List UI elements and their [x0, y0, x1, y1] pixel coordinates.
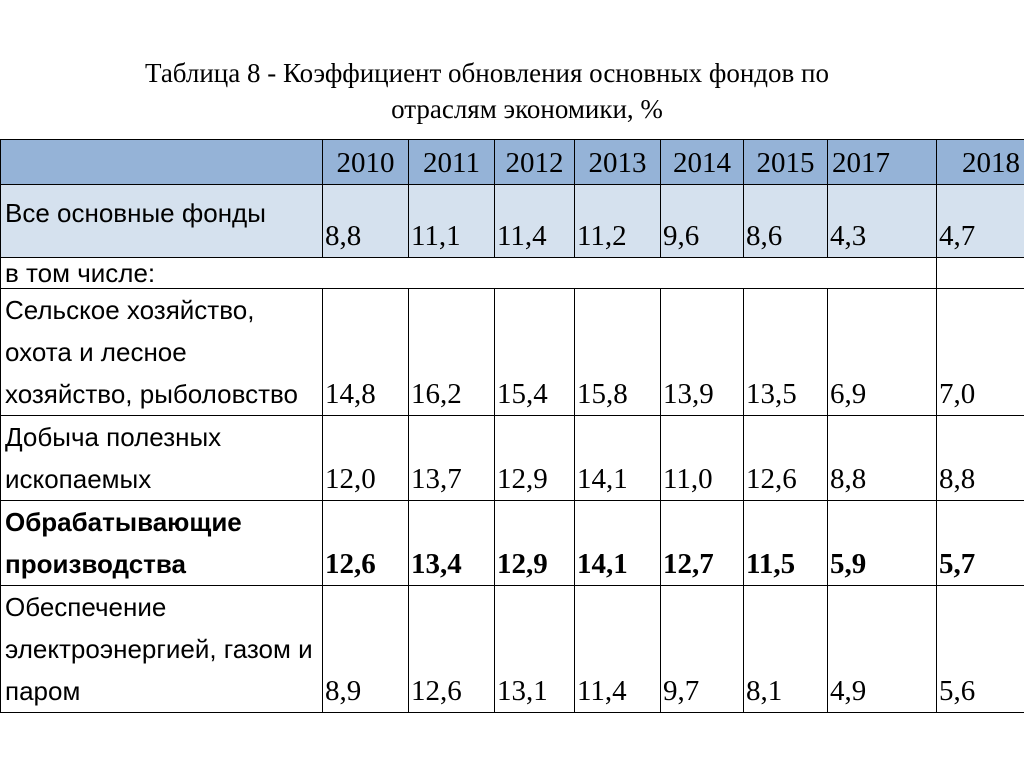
table-cell: 16,2	[409, 289, 495, 416]
table-cell: 8,8	[323, 185, 409, 258]
table-cell: 4,3	[828, 185, 937, 258]
table-row	[1, 416, 1024, 501]
row-label: Обеспечение электроэнергией, газом и паром	[1, 586, 323, 713]
table-cell: 8,1	[744, 586, 828, 713]
table-cell: 11,1	[409, 185, 495, 258]
year-header: 2011	[409, 140, 495, 185]
year-header: 2015	[744, 140, 828, 185]
table-cell: 9,7	[661, 586, 744, 713]
table-cell: 12,6	[323, 501, 409, 586]
table-cell: 6,9	[828, 289, 937, 416]
row-label: в том числе:	[1, 258, 937, 289]
table-cell: 5,7	[937, 501, 1024, 586]
table-cell: 14,1	[575, 501, 661, 586]
table-cell	[937, 258, 1024, 289]
table-row	[1, 586, 1024, 713]
table-cell: 12,9	[495, 501, 575, 586]
table-cell: 11,4	[575, 586, 661, 713]
table-cell: 9,6	[661, 185, 744, 258]
row-label: Все основные фонды	[1, 185, 323, 258]
table-cell: 4,9	[828, 586, 937, 713]
table-cell: 11,4	[495, 185, 575, 258]
table-cell: 12,6	[744, 416, 828, 501]
table-cell: 12,7	[661, 501, 744, 586]
table-cell: 8,6	[744, 185, 828, 258]
year-header: 2010	[323, 140, 409, 185]
header-row	[1, 140, 1024, 185]
title-line-2: отраслям экономики, %	[391, 94, 663, 124]
title-line-1: Таблица 8 - Коэффициент обновления основных фондов по	[145, 58, 829, 88]
table-row	[1, 289, 1024, 416]
table-cell: 12,9	[495, 416, 575, 501]
table-cell: 13,4	[409, 501, 495, 586]
table-row	[1, 501, 1024, 586]
table-cell: 11,0	[661, 416, 744, 501]
table-cell: 13,1	[495, 586, 575, 713]
table-cell: 8,8	[828, 416, 937, 501]
table-cell: 14,1	[575, 416, 661, 501]
table-cell: 14,8	[323, 289, 409, 416]
table-row	[1, 185, 1024, 258]
year-header: 2018	[937, 140, 1024, 185]
year-header: 2013	[575, 140, 661, 185]
year-header: 2012	[495, 140, 575, 185]
table-cell: 11,2	[575, 185, 661, 258]
table-cell: 12,0	[323, 416, 409, 501]
renewal-coefficient-table	[0, 139, 1024, 713]
row-label: Обрабатывающие производства	[1, 501, 323, 586]
table-cell: 13,7	[409, 416, 495, 501]
table-title	[0, 55, 1024, 127]
table-cell: 5,9	[828, 501, 937, 586]
table-cell: 8,9	[323, 586, 409, 713]
table-cell: 4,7	[937, 185, 1024, 258]
table-cell: 5,6	[937, 586, 1024, 713]
table-cell: 15,4	[495, 289, 575, 416]
year-header: 2014	[661, 140, 744, 185]
table-cell: 8,8	[937, 416, 1024, 501]
table-cell: 13,9	[661, 289, 744, 416]
table-row	[1, 258, 1024, 289]
row-label: Сельское хозяйство, охота и лесное хозяйство, рыболовство	[1, 289, 323, 416]
table-cell: 15,8	[575, 289, 661, 416]
table-cell: 11,5	[744, 501, 828, 586]
year-header: 2017	[828, 140, 937, 185]
table-cell: 7,0	[937, 289, 1024, 416]
table-cell: 13,5	[744, 289, 828, 416]
row-label: Добыча полезных ископаемых	[1, 416, 323, 501]
header-corner-cell	[1, 140, 323, 185]
table-cell: 12,6	[409, 586, 495, 713]
